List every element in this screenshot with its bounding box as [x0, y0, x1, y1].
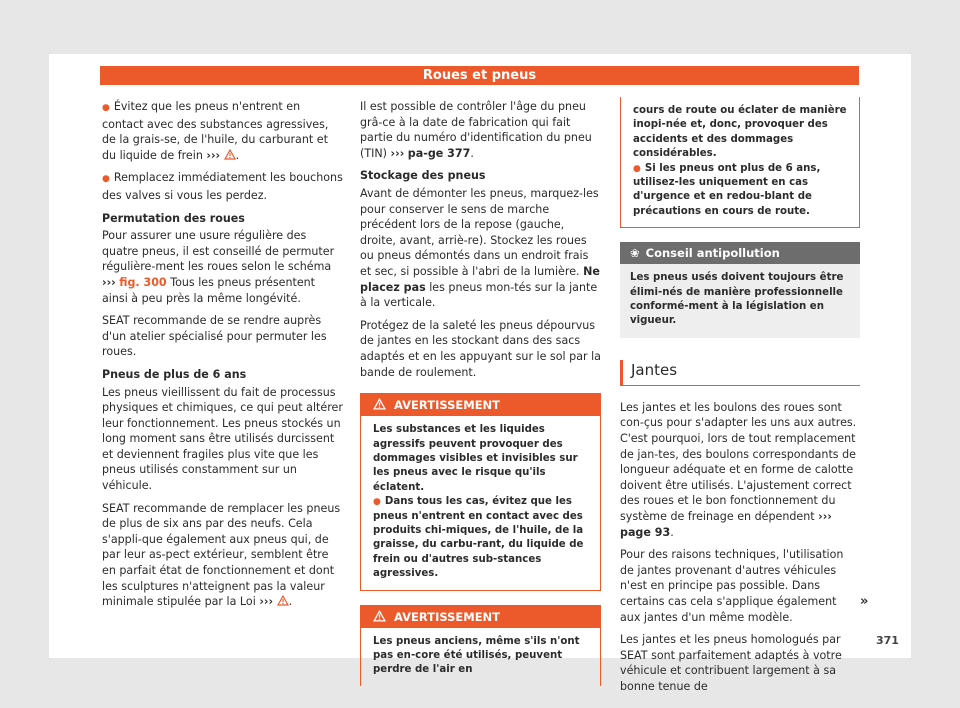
warning-box [360, 605, 601, 686]
section-title: Jantes [620, 360, 860, 386]
warning-bullet [633, 162, 847, 220]
figure-link[interactable]: fig. 300 [119, 275, 167, 289]
warning-bullet [373, 495, 588, 581]
paragraph [102, 228, 344, 306]
text: Remplacez immédiatement les bouchons des valves si vous les perdez. [102, 171, 343, 202]
warning-triangle-icon [277, 595, 289, 606]
eco-flower-icon: ❀ [630, 246, 640, 261]
cross-ref-arrows: ››› [259, 595, 274, 609]
text: Si les pneus ont plus de 6 ans, utilisez-les uniquement en cas d'urgence et en redou-blant de précautions en cours de route. [633, 162, 821, 217]
column-1 [102, 99, 344, 617]
subheading: Permutation des roues [102, 211, 245, 225]
column-3 [620, 99, 860, 702]
warning-box [360, 393, 601, 590]
warning-body [621, 97, 859, 227]
cross-ref-arrows: ››› [206, 148, 221, 162]
cross-ref-arrows: ››› [390, 146, 405, 160]
text: Évitez que les pneus n'entrent en contact avec des substances agressives, de la grais-se, de l'huile, du carburant et du liquide de frein [102, 100, 329, 162]
page-link[interactable]: pa-ge 377 [407, 146, 471, 160]
warning-title: AVERTISSEMENT [394, 609, 501, 624]
warning-header [361, 394, 600, 416]
text: Pour assurer une usure régulière des quatre pneus, il est conseillé de permuter régulière-ment les roues selon le schéma [102, 229, 335, 274]
warning-text: Les substances et les liquides agressifs peuvent provoquer des dommages visibles et invisibles sur les pneus avec le risque qu'ils éclatent. [373, 424, 578, 493]
text: Il est possible de contrôler l'âge du pneu grâ-ce à la date de fabrication qui fait partie du numéro d'identification du pneu (TIN) [360, 100, 592, 160]
subheading: Stockage des pneus [360, 169, 486, 183]
section-header: Roues et pneus [100, 66, 859, 85]
cross-ref-arrows: ››› [818, 510, 832, 524]
bullet-dot-icon: ● [102, 103, 110, 113]
warning-text: Les pneus anciens, même s'ils n'ont pas en-core été utilisés, peuvent perdre de l'air en [373, 635, 580, 676]
column-2 [360, 99, 601, 686]
text: les pneus mon-tés sur la jante à la verticale. [360, 280, 598, 310]
emphasis: Ne placez pas [360, 264, 600, 294]
text: Avant de démonter les pneus, marquez-les pour conserver le sens de marche précédent lors de la repose (gauche, droite, avant, arriè-re). Stockez les roues ou pneus démontés dans un endroit frais et sec, si possible à l'abri de la lumière. [360, 186, 599, 278]
warning-body [361, 628, 600, 686]
warning-title: AVERTISSEMENT [394, 398, 501, 413]
bullet-dot-icon: ● [633, 163, 641, 174]
paragraph: Il est possible de contrôler l'âge du pneu grâ-ce à la date de fabrication qui fait partie du numéro d'identification du pneu (TIN) ››› pa-ge 377. [360, 100, 592, 160]
page-number: 371 [876, 634, 899, 647]
bullet-paragraph: ● Évitez que les pneus n'entrent en contact avec des substances agressives, de la grais-se, de l'huile, du carburant et du liquide de frein ››› . [102, 100, 329, 162]
paragraph: SEAT recommande de se rendre auprès d'un atelier spécialisé pour permuter les roues. [102, 314, 327, 359]
warning-body [361, 416, 600, 589]
eco-tip-header [620, 242, 860, 264]
warning-box-continued [620, 97, 860, 228]
paragraph: Les jantes et les boulons des roues sont con-çus pour s'adapter les uns aux autres. C'est pourquoi, lors de tout remplacement de jan-tes, des boulons correspondants de longueur adéquate et en forme de calotte doivent être utilisés. L'ajustement correct des roues et le bon fonctionnement du système de freinage en dépendent ››› page 93. [620, 400, 857, 539]
text: SEAT recommande de remplacer les pneus de plus de six ans par des neufs. Cela s'appli-que également aux pneus qui, de par leur as-pect extérieur, semblent être en parfait état de fonctionnement et dont les sculptures n'atteignent pas la valeur minimale stipulée par la Loi [102, 501, 341, 609]
warning-header [361, 606, 600, 628]
paragraph: Les jantes et les pneus homologués par SEAT sont parfaitement adaptés à votre véhicule et contribuent largement à sa bonne tenue de [620, 633, 842, 693]
subheading: Pneus de plus de 6 ans [102, 367, 247, 381]
eco-tip-box [620, 242, 860, 338]
bullet-dot-icon: ● [102, 174, 110, 185]
bullet-dot-icon: ● [373, 497, 381, 508]
eco-tip-body: Les pneus usés doivent toujours être élimi-nés de manière professionnelle conformé-ment à la législation en vigueur. [630, 272, 844, 327]
text: Tous les pneus présentent ainsi à peu près la même longévité. [102, 275, 316, 305]
bullet-paragraph [102, 170, 344, 203]
text: Les jantes et les boulons des roues sont con-çus pour s'adapter les uns aux autres. C'est pourquoi, lors de tout remplacement de jan-tes, des boulons correspondants de longueur adéquate et en forme de calotte doivent être utilisés. L'ajustement correct des roues et le bon fonctionnement du système de freinage en dépendent [620, 400, 857, 524]
warning-triangle-icon [373, 610, 386, 622]
paragraph: Protégez de la saleté les pneus dépourvus de jantes en les stockant dans des sacs adaptés et en les appuyant sur le sol par la bande de roulement. [360, 318, 601, 379]
page-link[interactable]: page 93 [620, 525, 671, 539]
warning-triangle-icon [373, 398, 386, 410]
cross-ref-arrows: ››› [102, 275, 116, 289]
paragraph: Pour des raisons techniques, l'utilisation de jantes provenant d'autres véhicules n'est en principe pas possible. Dans certains cas cela s'applique également aux jantes d'un même modèle. [620, 548, 844, 624]
continue-arrow: » [860, 594, 869, 609]
paragraph: Les pneus vieillissent du fait de processus physiques et chimiques, ce qui peut altérer leur fonctionnement. Les pneus stockés un long moment sans être utilisés durcissent et deviennent fragiles plus vite que les pneus utilisés constamment sur un véhicule. [102, 385, 343, 493]
text: Dans tous les cas, évitez que les pneus n'entrent en contact avec des produits chi-miques, de l'huile, de la graisse, du carbu-rant, du liquide de frein ou d'autres sub-stances agressives. [373, 496, 584, 580]
warning-triangle-icon [224, 149, 236, 160]
paragraph: SEAT recommande de remplacer les pneus de plus de six ans par des neufs. Cela s'appli-que également aux pneus qui, de par leur as-pect extérieur, semblent être en parfait état de fonctionnement et dont les sculptures n'atteignent pas la valeur minimale stipulée par la Loi ››› . [102, 501, 341, 609]
paragraph [360, 186, 601, 311]
eco-tip-title: Conseil antipollution [645, 246, 780, 261]
warning-text: cours de route ou éclater de manière inopi-née et, donc, provoquer des accidents et des dommages considérables. [633, 105, 847, 160]
